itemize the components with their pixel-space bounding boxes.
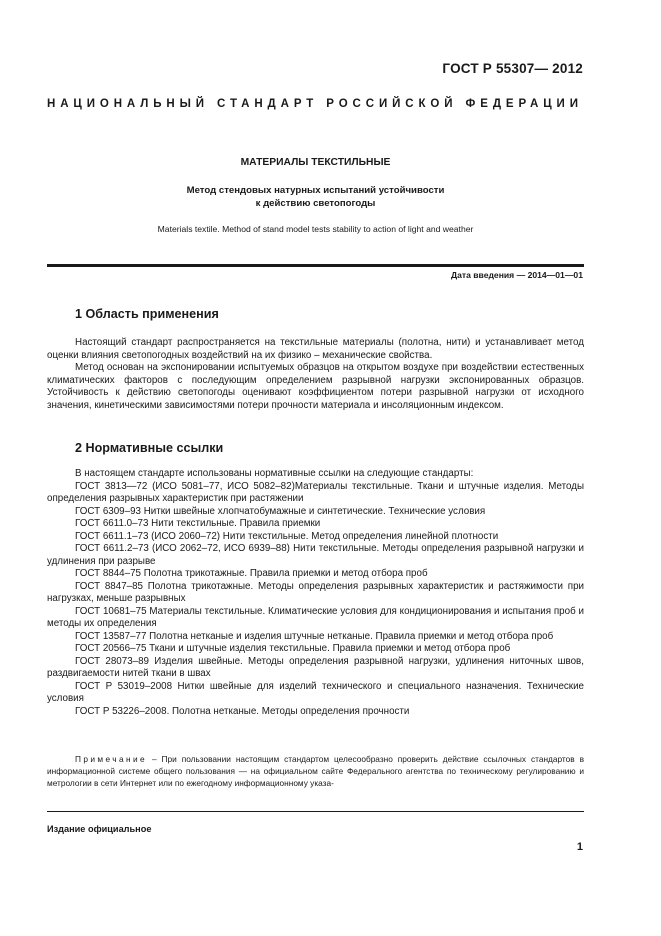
note-text: – При пользовании настоящим стандартом целесообразно проверить действие ссылочных стандартов в информационной системе общего пользования — на официальном сайте Федерального агентства по техническому регулированию и метрологии в сети Интернет или по ежегодному информационному указа- xyxy=(47,754,584,788)
reference-item: ГОСТ 8847–85 Полотна трикотажные. Методы определения разрывных характеристик и растяжимости при нагрузках, меньше разрывных xyxy=(47,580,584,604)
reference-item: ГОСТ Р 53019–2008 Нитки швейные для изделий технического и специального назначения. Технические условия xyxy=(47,680,584,704)
section-2-heading: 2 Нормативные ссылки xyxy=(75,441,224,455)
reference-item: ГОСТ 10681–75 Материалы текстильные. Климатические условия для кондиционирования и испытания проб и методы их определения xyxy=(47,605,584,629)
reference-item: ГОСТ 13587–77 Полотна нетканые и изделия штучные нетканые. Правила приемки и метод отбора проб xyxy=(75,630,554,642)
paragraph: В настоящем стандарте использованы нормативные ссылки на следующие стандарты: xyxy=(75,468,474,479)
paragraph: Метод основан на экспонировании испытуемых образцов на открытом воздухе при воздействии естественных климатических факторов с последующим определением разрывной нагрузки экспонированных образцов. Устойчивость к действию светопогоды оценивают коэффициентом потери разрывной нагрузки от исходного значения, кинетическими зависимостями потери прочности материала и инсоляционным индексом. xyxy=(47,362,584,411)
reference-item: ГОСТ 6611.0–73 Нити текстильные. Правила приемки xyxy=(75,518,321,529)
note xyxy=(47,753,584,789)
document-title: МАТЕРИАЛЫ ТЕКСТИЛЬНЫЕ xyxy=(240,157,391,168)
document-subtitle xyxy=(47,184,584,210)
title-block xyxy=(47,157,584,234)
note-label: Примечание xyxy=(75,754,148,764)
reference-item: ГОСТ 3813—72 (ИСО 5081–77, ИСО 5082–82)Материалы текстильные. Ткани и штучные изделия. Методы определения разрывных характеристик при растяжении xyxy=(47,480,584,504)
subtitle-line-1: Метод стендовых натурных испытаний устойчивости xyxy=(186,185,445,196)
header-divider xyxy=(47,264,584,267)
reference-item: ГОСТ 6611.1–73 (ИСО 2060–72) Нити текстильные. Метод определения линейной плотности xyxy=(75,530,499,542)
reference-item: ГОСТ 6309–93 Нитки швейные хлопчатобумажные и синтетические. Технические условия xyxy=(75,505,486,517)
reference-item: ГОСТ Р 53226–2008. Полотна нетканые. Методы определения прочности xyxy=(75,705,410,717)
section-1-body xyxy=(47,337,584,412)
section-1-heading: 1 Область применения xyxy=(75,307,219,321)
paragraph: Настоящий стандарт распространяется на текстильные материалы (полотна, нити) и устанавливает метод оценки влияния светопогодных воздействий на их физико – механические свойства. xyxy=(47,337,584,361)
gost-number: ГОСТ Р 55307— 2012 xyxy=(442,61,583,76)
edition-label: Издание официальное xyxy=(47,824,152,834)
reference-item: ГОСТ 28073–89 Изделия швейные. Методы определения разрывной нагрузки, удлинения ниточных швов, раздвигаемости нитей ткани в швах xyxy=(47,655,584,679)
reference-item: ГОСТ 20566–75 Ткани и штучные изделия текстильные. Правила приемки и метод отбора проб xyxy=(75,643,511,654)
section-2-body xyxy=(47,468,584,718)
reference-item: ГОСТ 6611.2–73 (ИСО 2062–72, ИСО 6939–88) Нити текстильные. Методы определения разрывной нагрузки и удлинения при разрыве xyxy=(47,543,584,567)
introduction-date: Дата введения — 2014—01—01 xyxy=(450,270,583,280)
subtitle-line-2: к действию светопогоды xyxy=(255,198,376,209)
national-standard-banner: НАЦИОНАЛЬНЫЙ СТАНДАРТ РОССИЙСКОЙ ФЕДЕРАЦИИ xyxy=(47,98,583,110)
footer-divider xyxy=(47,811,584,812)
english-title: Materials textile. Method of stand model tests stability to action of light and weather xyxy=(157,224,474,234)
reference-item: ГОСТ 8844–75 Полотна трикотажные. Правила приемки и метод отбора проб xyxy=(75,568,428,579)
page-number: 1 xyxy=(576,841,583,853)
